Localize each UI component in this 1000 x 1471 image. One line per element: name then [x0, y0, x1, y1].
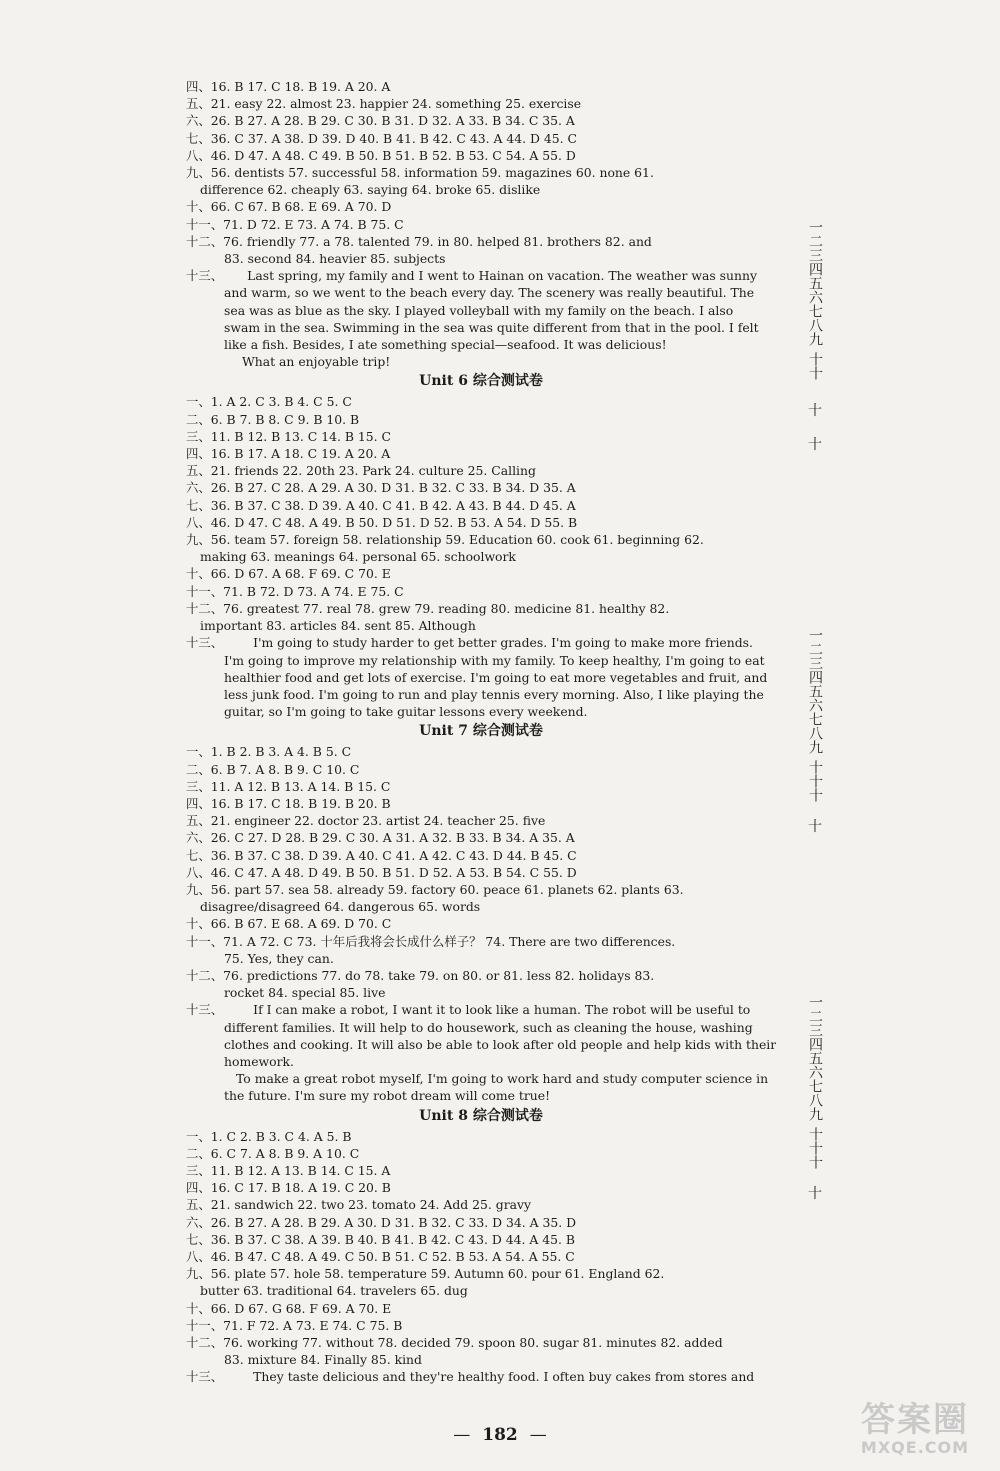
answer-line: 九、56. part 57. sea 58. already 59. factory 60. peace 61. planets 62. plants 63.	[186, 881, 684, 897]
answer-line: 十二、76. friendly 77. a 78. talented 79. in 80. helped 81. brothers 82. and	[186, 233, 652, 249]
essay-line	[186, 1368, 776, 1385]
block-unit8	[186, 1107, 776, 1386]
answer-line: 五、21. sandwich 22. two 23. tomato 24. Add 25. gravy	[186, 1197, 532, 1213]
margin-numerals: 十	[808, 819, 822, 835]
answer-line: 二、6. B 7. B 8. C 9. B 10. B	[186, 411, 360, 427]
block-unit6	[186, 372, 776, 720]
essay-line: clothes and cooking. It will also be able to look after old people and help kids with their	[224, 1036, 776, 1052]
margin-index-3	[800, 995, 830, 1203]
watermark-bottom: MXQE.COM	[860, 1438, 970, 1457]
dash-right: —	[529, 1425, 547, 1445]
essay-line: I'm going to improve my relationship with my family. To keep healthy, I'm going to eat	[224, 652, 765, 668]
essay-line: healthier food and get lots of exercise. I'm going to eat more vegetables and fruit, and	[224, 669, 768, 685]
margin-numerals: 十十	[807, 352, 823, 380]
answer-line: 八、46. B 47. C 48. A 49. C 50. B 51. C 52. B 53. A 54. A 55. C	[186, 1249, 575, 1264]
essay-line	[186, 267, 776, 284]
essay-line: different families. It will help to do housework, such as cleaning the house, washing	[224, 1019, 753, 1035]
answer-line: 83. mixture 84. Finally 85. kind	[224, 1352, 422, 1368]
answer-line: 二、6. B 7. A 8. B 9. C 10. C	[186, 761, 360, 777]
answer-line: 九、56. dentists 57. successful 58. information 59. magazines 60. none 61.	[186, 165, 654, 181]
answer-line: 十二、76. predictions 77. do 78. take 79. on 80. or 81. less 82. holidays 83.	[186, 967, 655, 983]
answer-line: 九、56. team 57. foreign 58. relationship 59. Education 60. cook 61. beginning 62.	[186, 532, 704, 548]
answer-line: 七、36. B 37. C 38. D 39. A 40. C 41. B 42. A 43. B 44. D 45. A	[186, 497, 576, 513]
margin-numerals: 十	[808, 403, 822, 419]
unit-title: Unit 8 综合测试卷	[419, 1107, 543, 1124]
essay-line: sea was as blue as the sky. I played volleyball with my family on the beach. I also	[224, 302, 734, 318]
answer-line: 十一、71. B 72. D 73. A 74. E 75. C	[186, 583, 404, 599]
answer-line: 十二、76. working 77. without 78. decided 79. spoon 80. sugar 81. minutes 82. added	[186, 1335, 723, 1351]
answer-line: 十、66. B 67. E 68. A 69. D 70. C	[186, 916, 392, 932]
answer-line: 三、11. B 12. A 13. B 14. C 15. A	[186, 1162, 391, 1178]
margin-index-2	[800, 628, 830, 836]
essay-text: If I can make a robot, I want it to look like a human. The robot will be useful to	[253, 1002, 751, 1018]
watermark-top: 答案圈	[861, 1400, 969, 1440]
answer-line: 七、36. B 37. C 38. A 39. B 40. B 41. B 42. C 43. D 44. A 45. B	[186, 1231, 575, 1247]
essay-line: swam in the sea. Swimming in the sea was quite different from that in the pool. I felt	[224, 319, 759, 335]
answer-line: butter 63. traditional 64. travelers 65. dug	[200, 1283, 468, 1299]
answer-content	[186, 78, 776, 1386]
answer-line: 十一、71. D 72. E 73. A 74. B 75. C	[186, 216, 404, 232]
answer-line: 十一、71. A 72. C 73. 十年后我将会长成什么样子？ 74. There are two differences.	[186, 933, 676, 949]
essay-line	[186, 634, 776, 651]
essay-label: 十三、	[186, 1369, 224, 1385]
answer-line: difference 62. cheaply 63. saying 64. broke 65. dislike	[200, 182, 541, 198]
answer-line: 六、26. B 27. C 28. A 29. A 30. D 31. B 32. C 33. B 34. D 35. A	[186, 480, 576, 496]
dash-left: —	[453, 1425, 471, 1445]
answer-line: 四、16. B 17. C 18. B 19. B 20. B	[186, 795, 391, 811]
answer-line: 六、26. C 27. D 28. B 29. C 30. A 31. A 32. B 33. B 34. A 35. A	[186, 830, 575, 846]
essay-line: To make a great robot myself, I'm going to work hard and study computer science in	[236, 1071, 769, 1087]
margin-index-1	[800, 220, 830, 454]
answer-line: 三、11. A 12. B 13. A 14. B 15. C	[186, 778, 391, 794]
margin-numerals: 十	[808, 437, 822, 453]
block-unit7	[186, 722, 776, 1104]
answer-line: 八、46. D 47. C 48. A 49. B 50. D 51. D 52. B 53. A 54. D 55. B	[186, 514, 578, 530]
answer-line: 三、11. B 12. B 13. C 14. B 15. C	[186, 428, 392, 444]
answer-line: 四、16. B 17. A 18. C 19. A 20. A	[186, 446, 391, 462]
answer-line: 二、6. C 7. A 8. B 9. A 10. C	[186, 1145, 360, 1161]
answer-line: 六、26. B 27. A 28. B 29. C 30. B 31. D 32. A 33. B 34. C 35. A	[186, 113, 575, 129]
answer-line: 五、21. engineer 22. doctor 23. artist 24. teacher 25. five	[186, 813, 546, 829]
answer-line: 一、1. C 2. B 3. C 4. A 5. B	[186, 1128, 352, 1144]
answer-line: 八、46. C 47. A 48. D 49. B 50. B 51. D 52. A 53. B 54. C 55. D	[186, 864, 577, 880]
answer-line: 一、1. A 2. C 3. B 4. C 5. C	[186, 394, 352, 410]
essay-line	[186, 1001, 776, 1018]
essay-label: 十三、	[186, 1002, 224, 1018]
margin-numerals: 十十十	[807, 760, 823, 802]
answer-line: 十、66. C 67. B 68. E 69. A 70. D	[186, 199, 392, 215]
answer-line: important 83. articles 84. sent 85. Although	[200, 618, 476, 634]
essay-line: the future. I'm sure my robot dream will come true!	[224, 1088, 551, 1104]
answer-line: 83. second 84. heavier 85. subjects	[224, 251, 446, 267]
answer-line: 75. Yes, they can.	[224, 950, 334, 966]
unit-title: Unit 6 综合测试卷	[419, 373, 543, 390]
answer-line: rocket 84. special 85. live	[224, 985, 386, 1001]
watermark-logo	[840, 1401, 990, 1463]
essay-line: and warm, so we went to the beach every day. The scenery was really beautiful. The	[224, 285, 755, 301]
essay-line: guitar, so I'm going to take guitar lessons every weekend.	[224, 704, 588, 720]
unit-title: Unit 7 综合测试卷	[419, 723, 543, 740]
page-number-value: 182	[482, 1425, 518, 1445]
margin-numerals: 一二三四五六七八九	[807, 220, 823, 346]
answer-line: 四、16. B 17. C 18. B 19. A 20. A	[186, 79, 391, 94]
answer-line: 十一、71. F 72. A 73. E 74. C 75. B	[186, 1317, 403, 1333]
margin-numerals: 十	[808, 1186, 822, 1202]
answer-line: 十、66. D 67. A 68. F 69. C 70. E	[186, 566, 391, 582]
essay-text: Last spring, my family and I went to Hainan on vacation. The weather was sunny	[247, 268, 757, 284]
answer-line: 十二、76. greatest 77. real 78. grew 79. reading 80. medicine 81. healthy 82.	[186, 600, 670, 616]
essay-line: homework.	[224, 1053, 294, 1069]
essay-text: They taste delicious and they're healthy food. I often buy cakes from stores and	[253, 1369, 755, 1385]
margin-numerals: 一二三四五六七八九	[807, 995, 823, 1121]
block-unit5-tail	[186, 78, 776, 370]
essay-label: 十三、	[186, 268, 224, 284]
answer-line: 七、36. B 37. C 38. D 39. A 40. C 41. A 42. C 43. D 44. B 45. C	[186, 847, 577, 863]
essay-line: What an enjoyable trip!	[242, 354, 391, 370]
answer-line: 六、26. B 27. A 28. B 29. A 30. D 31. B 32. C 33. D 34. A 35. D	[186, 1214, 577, 1230]
answer-line: 一、1. B 2. B 3. A 4. B 5. C	[186, 744, 352, 760]
essay-text: I'm going to study harder to get better grades. I'm going to make more friends.	[253, 635, 753, 651]
answer-line: 四、16. C 17. B 18. A 19. C 20. B	[186, 1180, 391, 1196]
margin-numerals: 一二三四五六七八九	[807, 628, 823, 754]
answer-line: 八、46. D 47. A 48. C 49. B 50. B 51. B 52. B 53. C 54. A 55. D	[186, 147, 576, 163]
essay-line: less junk food. I'm going to run and play tennis every morning. Also, I like playing the	[224, 686, 764, 702]
margin-numerals: 十十十	[807, 1127, 823, 1169]
answer-line: 十、66. D 67. G 68. F 69. A 70. E	[186, 1300, 392, 1316]
answer-line: 九、56. plate 57. hole 58. temperature 59. Autumn 60. pour 61. England 62.	[186, 1266, 665, 1282]
answer-line: 五、21. friends 22. 20th 23. Park 24. culture 25. Calling	[186, 463, 536, 479]
essay-label: 十三、	[186, 635, 224, 651]
answer-line: making 63. meanings 64. personal 65. schoolwork	[200, 549, 516, 565]
answer-line: 七、36. C 37. A 38. D 39. D 40. B 41. B 42. C 43. A 44. D 45. C	[186, 130, 578, 146]
answer-line: 五、21. easy 22. almost 23. happier 24. something 25. exercise	[186, 96, 582, 112]
answer-line: disagree/disagreed 64. dangerous 65. words	[200, 899, 481, 915]
essay-line: like a fish. Besides, I ate something special—seafood. It was delicious!	[224, 337, 667, 353]
